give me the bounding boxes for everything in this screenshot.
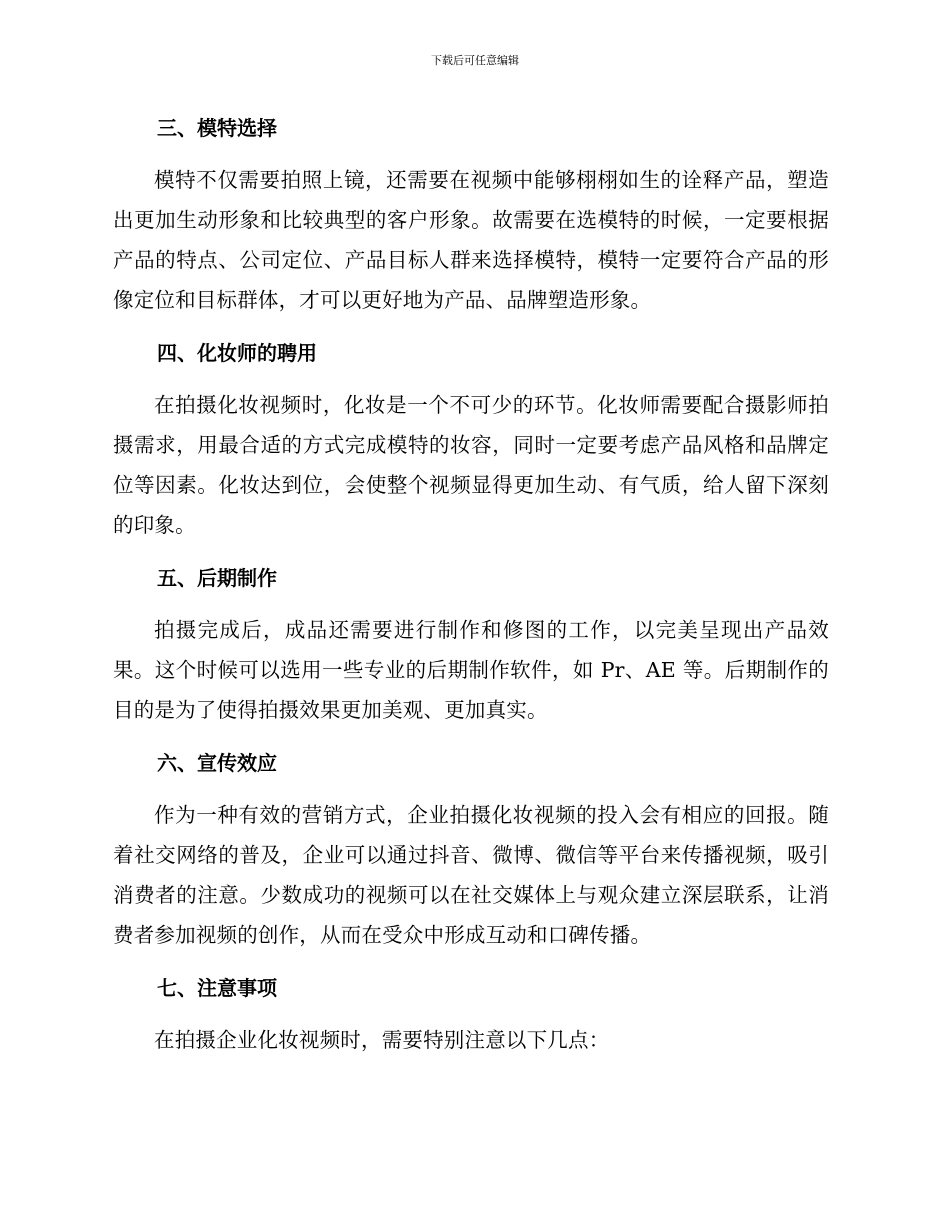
document-body	[113, 108, 829, 1073]
section-model-selection	[113, 108, 829, 320]
section-paragraph: 在拍摄企业化妆视频时，需要特别注意以下几点：	[154, 1028, 610, 1052]
section-heading: 七、注意事项	[157, 976, 277, 1000]
section-paragraph: 在拍摄化妆视频时，化妆是一个不可少的环节。化妆师需要配合摄影师拍摄需求，用最合适的方式完成模特的妆容，同时一定要考虑产品风格和品牌定位等因素。化妆达到位，会使整个视频显得更加生动、有气质，给人留下深刻的印象。	[113, 393, 829, 537]
section-paragraph: 作为一种有效的营销方式，企业拍摄化妆视频的投入会有相应的回报。随着社交网络的普及，企业可以通过抖音、微博、微信等平台来传播视频，吸引消费者的注意。少数成功的视频可以在社交媒体上与观众建立深层联系，让消费者参加视频的创作，从而在受众中形成互动和口碑传播。	[113, 803, 829, 947]
section-heading: 四、化妆师的聘用	[157, 341, 317, 365]
page-header-note: 下载后可任意编辑	[431, 54, 519, 67]
section-heading: 三、模特选择	[157, 116, 277, 140]
section-makeup-artist	[113, 333, 829, 545]
section-paragraph: 拍摄完成后，成品还需要进行制作和修图的工作，以完美呈现出产品效果。这个时候可以选用一些专业的后期制作软件，如 Pr、AE 等。后期制作的目的是为了使得拍摄效果更加美观、更加真实。	[113, 618, 829, 722]
section-heading: 五、后期制作	[157, 566, 277, 590]
section-precautions	[113, 968, 829, 1060]
section-heading: 六、宣传效应	[157, 751, 277, 775]
section-paragraph: 模特不仅需要拍照上镜，还需要在视频中能够栩栩如生的诠释产品，塑造出更加生动形象和比较典型的客户形象。故需要在选模特的时候，一定要根据产品的特点、公司定位、产品目标人群来选择模特，模特一定要符合产品的形像定位和目标群体，才可以更好地为产品、品牌塑造形象。	[113, 168, 829, 312]
section-post-production	[113, 558, 829, 730]
section-promotion-effect	[113, 743, 829, 955]
